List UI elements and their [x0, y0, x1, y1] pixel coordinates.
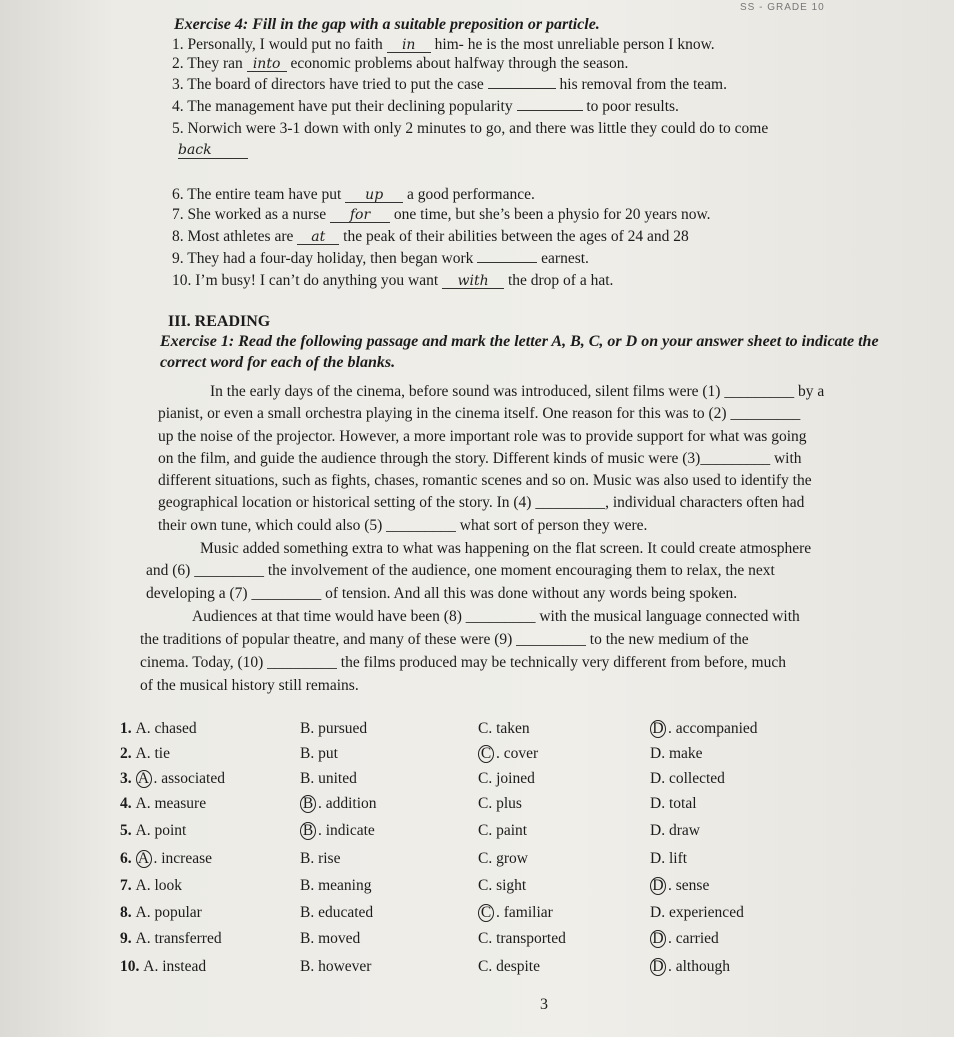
passage-line: different situations, such as fights, chases, romantic scenes and so on. Music was also used to identify the	[158, 472, 812, 489]
gap-blank[interactable]: at	[297, 232, 339, 245]
gap-item	[172, 206, 711, 224]
option-letter: A	[135, 720, 147, 737]
answer-option[interactable]	[120, 904, 202, 922]
option-letter: A	[136, 850, 152, 868]
answer-option[interactable]	[650, 720, 758, 738]
question-number: 10.	[120, 958, 144, 975]
answer-option[interactable]	[300, 877, 371, 895]
option-text: . tie	[146, 745, 170, 762]
gap-item	[172, 250, 589, 268]
passage-line: geographical location or historical setting of the story. In (4) _________, individual characters often had	[158, 494, 805, 511]
option-letter: C	[478, 770, 489, 787]
answer-option[interactable]	[478, 795, 522, 813]
option-letter: B	[300, 904, 311, 921]
gap-item-text: the peak of their abilities between the ages of 24 and 28	[339, 228, 689, 245]
answer-option[interactable]	[120, 770, 225, 788]
passage-line: pianist, or even a small orchestra playing in the cinema itself. One reason for this was to (2) _________	[158, 405, 801, 422]
answer-option[interactable]	[120, 822, 186, 840]
option-text: . familiar	[496, 904, 553, 921]
option-text: . point	[146, 822, 187, 839]
option-letter: C	[478, 745, 494, 763]
option-text: . look	[146, 877, 183, 894]
gap-item-text: a good performance.	[403, 186, 535, 203]
gap-item-text: 4. The management have put their declining popularity	[172, 98, 517, 115]
passage-line: developing a (7) _________ of tension. And all this was done without any words being spoken.	[146, 585, 738, 602]
passage-line: the traditions of popular theatre, and many of these were (9) _________ to the new medium of the	[140, 631, 749, 648]
answer-option[interactable]	[650, 930, 719, 948]
question-number: 6.	[120, 850, 136, 867]
option-text: . meaning	[310, 877, 372, 894]
question-number: 7.	[120, 877, 136, 894]
option-text: . accompanied	[668, 720, 758, 737]
reading-section-title: III. READING	[168, 313, 271, 330]
option-text: . measure	[146, 795, 207, 812]
option-text: . cover	[496, 745, 539, 762]
answer-option[interactable]	[478, 720, 530, 738]
answer-option[interactable]	[300, 930, 360, 948]
gap-item-text: one time, but she’s been a physio for 20 years now.	[389, 206, 711, 223]
option-text: . popular	[146, 904, 202, 921]
answer-option[interactable]	[650, 850, 687, 868]
option-letter: D	[650, 877, 666, 895]
option-letter: A	[135, 930, 147, 947]
passage-line: their own tune, which could also (5) _________ what sort of person they were.	[158, 517, 648, 534]
question-number: 3.	[120, 770, 136, 787]
gap-blank[interactable]: in	[387, 40, 431, 53]
gap-blank[interactable]: into	[247, 59, 287, 72]
gap-item	[172, 272, 613, 290]
option-letter: D	[650, 795, 662, 812]
option-text: . total	[661, 795, 697, 812]
question-number: 1.	[120, 720, 136, 737]
option-text: . indicate	[318, 822, 375, 839]
gap-blank[interactable]	[517, 98, 583, 111]
answer-option[interactable]	[478, 930, 566, 948]
option-letter: D	[650, 770, 662, 787]
option-text: . joined	[488, 770, 535, 787]
answer-option[interactable]	[478, 822, 527, 840]
option-text: . taken	[488, 720, 530, 737]
option-letter: D	[650, 822, 662, 839]
option-letter: D	[650, 930, 666, 948]
gap-item-text: 6. The entire team have put	[172, 186, 346, 203]
gap-item-text: 1. Personally, I would put no faith	[172, 36, 387, 53]
option-letter: D	[650, 745, 662, 762]
option-letter: A	[136, 770, 152, 788]
passage-line: up the noise of the projector. However, a more important role was to provide support for what was going	[158, 428, 807, 445]
answer-option[interactable]	[478, 745, 538, 763]
gap-blank[interactable]: back	[178, 142, 248, 159]
option-letter: C	[478, 795, 489, 812]
option-text: . addition	[318, 795, 377, 812]
answer-option[interactable]	[478, 770, 535, 788]
gap-item-text: 5. Norwich were 3-1 down with only 2 minutes to go, and there was little they could do to come	[172, 120, 769, 137]
option-text: . experienced	[661, 904, 744, 921]
reading-instruction: Exercise 1: Read the following passage and mark the letter A, B, C, or D on your answer sheet to indicate the correct word for each of the blanks.	[160, 333, 879, 371]
option-text: . although	[668, 958, 730, 975]
grade-tag: SS - GRADE 10	[740, 2, 825, 13]
gap-item	[172, 186, 535, 204]
answer-option[interactable]	[120, 720, 197, 738]
gap-item-text: the drop of a hat.	[504, 272, 614, 289]
option-letter: A	[135, 822, 147, 839]
option-text: . draw	[661, 822, 700, 839]
option-text: . instead	[154, 958, 207, 975]
option-letter: A	[143, 958, 155, 975]
gap-item	[172, 55, 628, 73]
page-number: 3	[540, 996, 548, 1013]
passage-line: Music added something extra to what was happening on the flat screen. It could create atmosphere	[200, 540, 812, 557]
option-text: . make	[661, 745, 703, 762]
gap-item-text: 10. I’m busy! I can’t do anything you want	[172, 272, 443, 289]
question-number: 8.	[120, 904, 136, 921]
option-letter: B	[300, 770, 311, 787]
answer-option[interactable]	[478, 850, 528, 868]
option-text: . despite	[488, 958, 540, 975]
answer-option[interactable]	[650, 822, 700, 840]
gap-blank[interactable]: with	[442, 276, 504, 289]
gap-item-text: earnest.	[537, 250, 589, 267]
option-letter: C	[478, 958, 489, 975]
option-text: . chased	[146, 720, 197, 737]
gap-item-text: to poor results.	[582, 98, 679, 115]
option-letter: A	[135, 877, 147, 894]
option-letter: C	[478, 904, 494, 922]
answer-option[interactable]	[120, 745, 170, 763]
question-number: 5.	[120, 822, 136, 839]
option-text: . associated	[153, 770, 225, 787]
option-letter: C	[478, 822, 489, 839]
gap-blank[interactable]	[477, 250, 537, 263]
option-letter: C	[478, 850, 489, 867]
passage-line: Audiences at that time would have been (8) _________ with the musical language connected with	[192, 608, 800, 625]
question-number: 9.	[120, 930, 136, 947]
option-letter: C	[478, 877, 489, 894]
passage-line: on the film, and guide the audience through the story. Different kinds of music were (3)_________ with	[158, 450, 802, 467]
option-letter: C	[478, 720, 489, 737]
answer-option[interactable]	[650, 795, 697, 813]
option-text: . however	[310, 958, 372, 975]
answer-option[interactable]	[300, 850, 340, 868]
option-text: . moved	[310, 930, 361, 947]
option-text: . put	[310, 745, 338, 762]
option-letter: A	[135, 795, 147, 812]
option-letter: D	[650, 904, 662, 921]
answer-option[interactable]	[478, 958, 540, 976]
answer-option[interactable]	[478, 877, 526, 895]
gap-blank[interactable]: up	[345, 190, 403, 203]
gap-item	[172, 120, 768, 138]
answer-option[interactable]	[120, 877, 182, 895]
passage-line: cinema. Today, (10) _________ the films produced may be technically very different from before, much	[140, 654, 786, 671]
gap-item-text: him- he is the most unreliable person I know.	[430, 36, 715, 53]
passage-line: In the early days of the cinema, before sound was introduced, silent films were (1) _________ by a	[210, 383, 825, 400]
gap-item-text: economic problems about halfway through the season.	[286, 55, 629, 72]
option-letter: D	[650, 720, 666, 738]
option-text: . sight	[488, 877, 527, 894]
option-text: . sense	[668, 877, 710, 894]
question-number: 2.	[120, 745, 136, 762]
option-letter: B	[300, 822, 316, 840]
option-letter: B	[300, 745, 311, 762]
option-letter: A	[135, 904, 147, 921]
gap-item	[172, 76, 727, 94]
answer-option[interactable]	[300, 958, 371, 976]
gap-blank[interactable]	[488, 76, 556, 89]
passage-line: of the musical history still remains.	[140, 677, 359, 694]
gap-item	[172, 36, 715, 54]
option-text: . transported	[488, 930, 566, 947]
option-text: . plus	[488, 795, 522, 812]
answer-option[interactable]	[300, 770, 357, 788]
answer-option[interactable]	[300, 745, 338, 763]
answer-option[interactable]	[650, 958, 730, 976]
answer-option[interactable]	[300, 904, 373, 922]
answer-option[interactable]	[120, 958, 206, 976]
option-letter: C	[478, 930, 489, 947]
answer-option[interactable]	[300, 822, 375, 840]
option-letter: D	[650, 850, 662, 867]
answer-option[interactable]	[300, 795, 377, 813]
gap-blank[interactable]: for	[330, 210, 390, 223]
option-text: . united	[310, 770, 357, 787]
answer-option[interactable]	[120, 795, 206, 813]
gap-item-text: 8. Most athletes are	[172, 228, 298, 245]
option-letter: B	[300, 795, 316, 813]
option-text: . lift	[661, 850, 688, 867]
gap-item-text: his removal from the team.	[555, 76, 727, 93]
exercise4-title: Exercise 4: Fill in the gap with a suitable preposition or particle.	[174, 16, 600, 33]
gap-item-text: 3. The board of directors have tried to put the case	[172, 76, 488, 93]
answer-option[interactable]	[650, 904, 744, 922]
option-letter: B	[300, 877, 311, 894]
option-text: . grow	[488, 850, 528, 867]
option-letter: B	[300, 930, 311, 947]
gap-item	[172, 228, 689, 246]
option-text: . transferred	[146, 930, 222, 947]
option-letter: B	[300, 958, 311, 975]
option-letter: B	[300, 720, 311, 737]
option-letter: B	[300, 850, 311, 867]
gap-item	[172, 98, 679, 116]
gap-item-text: 9. They had a four-day holiday, then began work	[172, 250, 478, 267]
answer-option[interactable]	[300, 720, 367, 738]
answer-option[interactable]	[650, 745, 703, 763]
option-letter: A	[135, 745, 147, 762]
answer-option[interactable]	[120, 930, 222, 948]
option-text: . educated	[310, 904, 374, 921]
option-text: . rise	[310, 850, 341, 867]
passage-line: and (6) _________ the involvement of the audience, one moment encouraging them to relax, the next	[146, 562, 775, 579]
answer-option[interactable]	[478, 904, 553, 922]
option-letter: D	[650, 958, 666, 976]
question-number: 4.	[120, 795, 136, 812]
option-text: . increase	[153, 850, 213, 867]
option-text: . paint	[488, 822, 528, 839]
option-text: . pursued	[310, 720, 368, 737]
answer-option[interactable]	[120, 850, 212, 868]
answer-option[interactable]	[650, 770, 725, 788]
answer-option[interactable]	[650, 877, 709, 895]
gap-item-text: 2. They ran	[172, 55, 247, 72]
gap-item-text: 7. She worked as a nurse	[172, 206, 330, 223]
option-text: . collected	[661, 770, 725, 787]
option-text: . carried	[668, 930, 719, 947]
